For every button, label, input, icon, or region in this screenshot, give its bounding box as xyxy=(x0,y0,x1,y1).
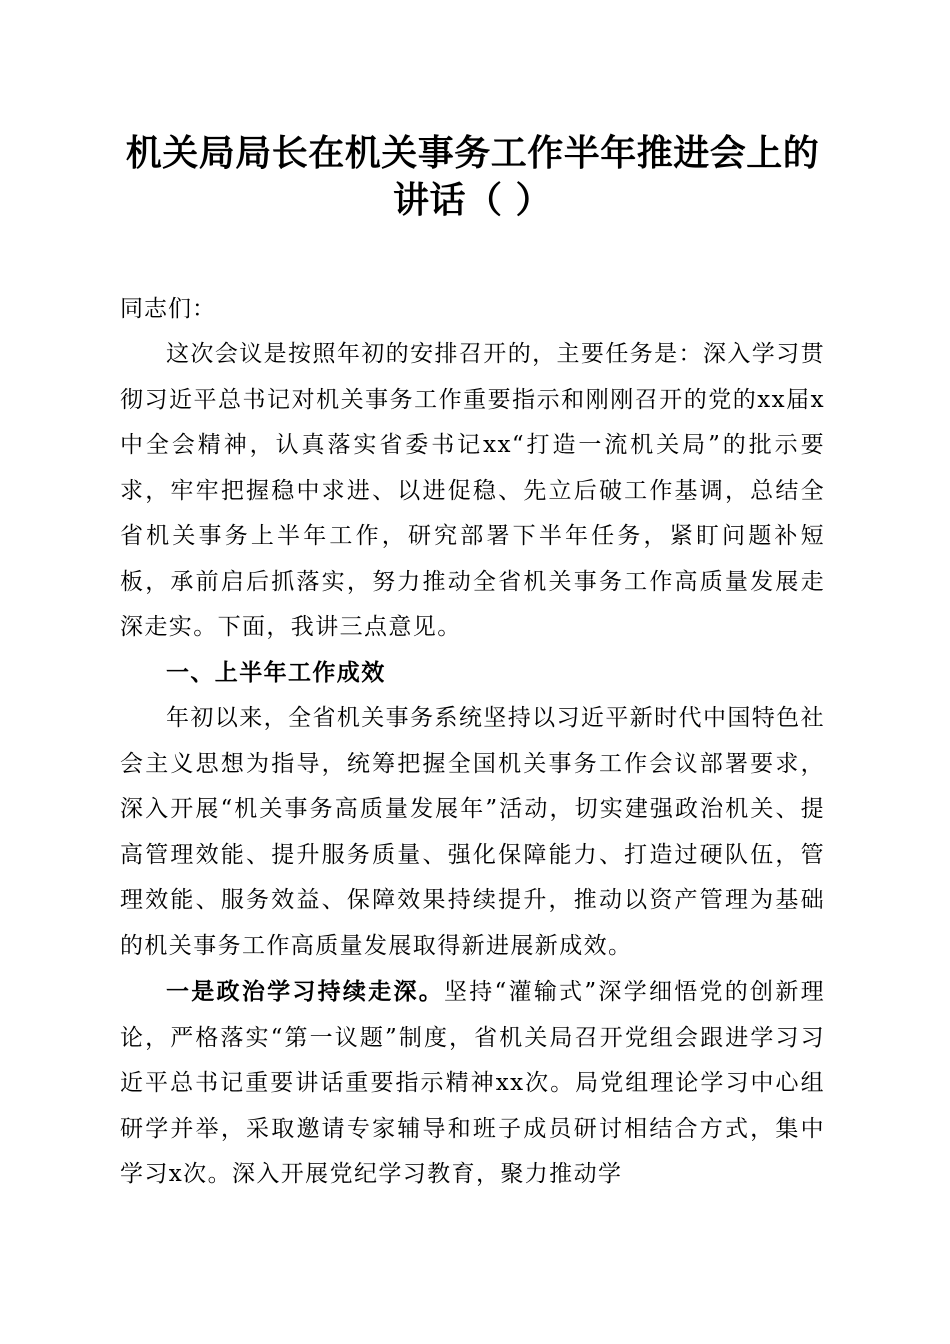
salutation: 同志们： xyxy=(120,296,216,322)
point-one-lead: 一是政治学习持续走深。 xyxy=(166,978,444,1005)
document-title: 机关局局长在机关事务工作半年推进会上的讲话（ ） xyxy=(125,132,820,221)
section-paragraph: 年初以来，全省机关事务系统坚持以习近平新时代中国特色社会主义思想为指导，统筹把握全国机关事务工作会议部署要求，深入开展“机关事务高质量发展年”活动，切实建强政治机关、提高管理效能、提升服务质量、强化保障能力、打造过硬队伍，管理效能、服务效益、保障效果持续提升，推动以资产管理为基础的机关事务工作高质量发展取得新进展新成效。 xyxy=(120,705,825,959)
point-one-text: 坚持“灌输式”深学细悟党的创新理论，严格落实“第一议题”制度，省机关局召开党组会跟进学习习近平总书记重要讲话重要指示精神xx次。局党组理论学习中心组研学并举，采取邀请专家辅导和班子成员研讨相结合方式，集中学习x次。深入开展党纪学习教育，聚力推动学 xyxy=(120,979,825,1187)
document-page xyxy=(120,130,825,1198)
intro-paragraph: 这次会议是按照年初的安排召开的，主要任务是：深入学习贯彻习近平总书记对机关事务工作重要指示和刚刚召开的党的xx届x中全会精神，认真落实省委书记xx“打造一流机关局”的批示要求，牢牢把握稳中求进、以进促稳、先立后破工作基调，总结全省机关事务上半年工作，研究部署下半年任务，紧盯问题补短板，承前启后抓落实，努力推动全省机关事务工作高质量发展走深走实。下面，我讲三点意见。 xyxy=(120,341,825,640)
section-heading: 一、上半年工作成效 xyxy=(166,659,386,686)
point-one-paragraph xyxy=(120,969,825,1198)
